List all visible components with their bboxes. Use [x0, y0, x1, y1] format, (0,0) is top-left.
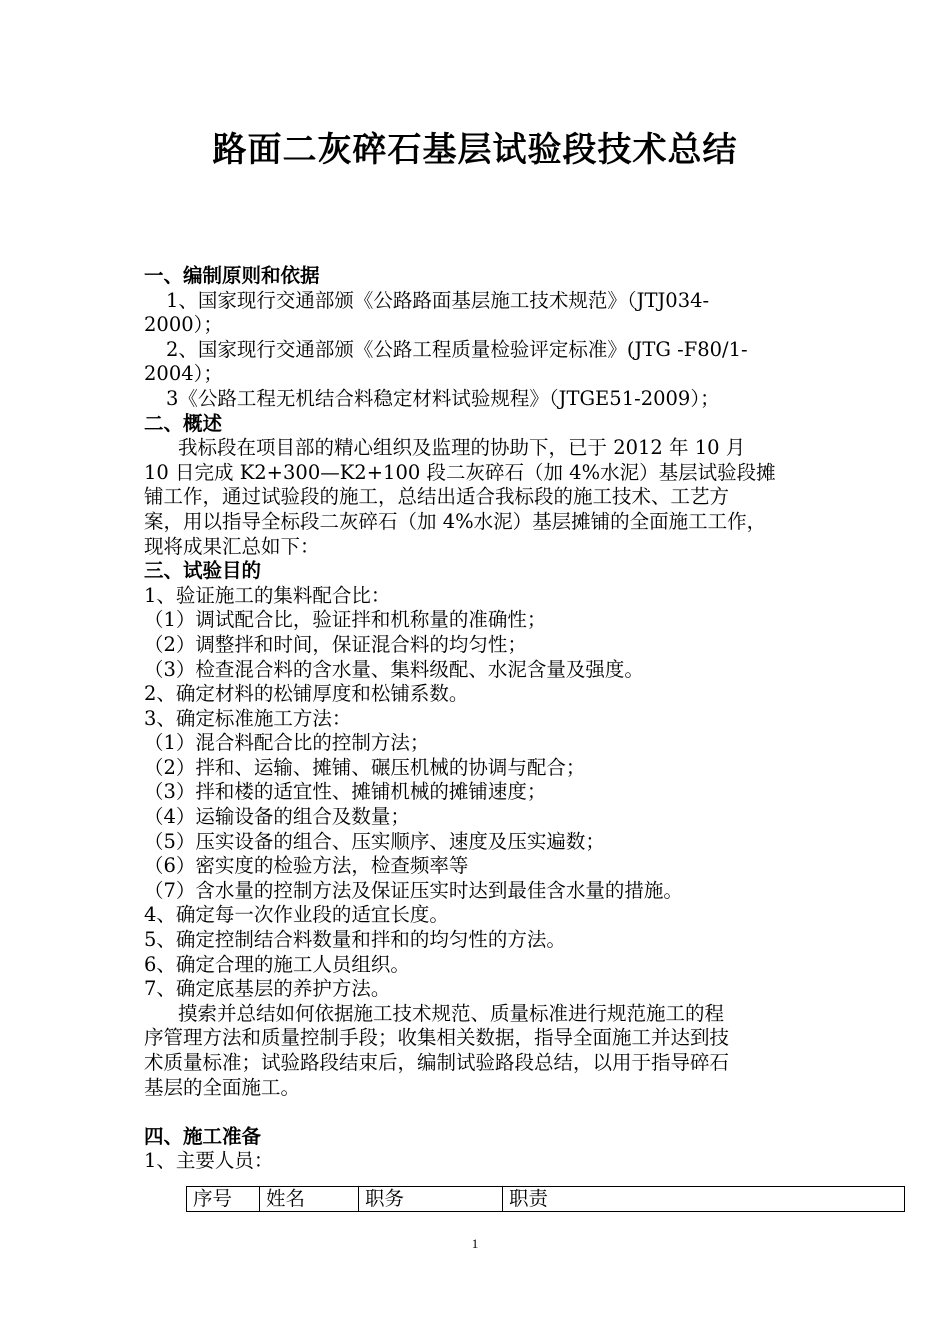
list-item: （1）混合料配合比的控制方法； — [144, 731, 430, 755]
document-body — [144, 264, 812, 1174]
list-item: （7）含水量的控制方法及保证压实时达到最佳含水量的措施。 — [144, 878, 683, 902]
paragraph-line: 我标段在项目部的精心组织及监理的协助下，已于 2012 年 10 月 — [178, 436, 746, 460]
paragraph-line: 1、国家现行交通部颁《公路路面基层施工技术规范》（JTJ034- — [166, 288, 710, 312]
list-item: 7、确定底基层的养护方法。 — [144, 977, 391, 1001]
paragraph-line: 序管理方法和质量控制手段；收集相关数据，指导全面施工并达到技 — [144, 1026, 730, 1050]
list-item: 1、主要人员： — [144, 1149, 274, 1173]
paragraph-line: 摸索并总结如何依据施工技术规范、质量标准进行规范施工的程 — [178, 1001, 725, 1025]
staff-table — [186, 1186, 905, 1212]
list-item: （2）调整拌和时间，保证混合料的均匀性； — [144, 632, 527, 656]
table-header-cell: 序号 — [187, 1187, 260, 1212]
paragraph-line: 术质量标准；试验路段结束后，编制试验路段总结，以用于指导碎石 — [144, 1051, 730, 1074]
paragraph-line: 案，用以指导全标段二灰碎石（加 4%水泥）基层摊铺的全面施工工作， — [144, 509, 767, 533]
list-item: 2、确定材料的松铺厚度和松铺系数。 — [144, 682, 469, 706]
list-item: 3、确定标准施工方法： — [144, 706, 352, 730]
list-item: 6、确定合理的施工人员组织。 — [144, 952, 410, 976]
section-heading-1: 一、编制原则和依据 — [144, 264, 320, 287]
table-header-row — [187, 1187, 905, 1212]
paragraph-line: 2、国家现行交通部颁《公路工程质量检验评定标准》(JTG -F80/1- — [166, 337, 748, 361]
paragraph-line: 基层的全面施工。 — [144, 1075, 301, 1099]
paragraph-line: 现将成果汇总如下： — [144, 534, 320, 558]
list-item: （2）拌和、运输、摊铺、碾压机械的协调与配合； — [144, 755, 586, 779]
section-heading-3: 三、试验目的 — [144, 559, 262, 583]
list-item: （6）密实度的检验方法，检查频率等 — [144, 854, 469, 878]
blank-line — [144, 1100, 812, 1125]
list-item: 1、验证施工的集料配合比： — [144, 583, 391, 607]
table-header-cell: 职责 — [503, 1187, 905, 1212]
section-heading-2: 二、概述 — [144, 411, 223, 435]
table-header-cell: 职务 — [359, 1187, 503, 1212]
list-item: （5）压实设备的组合、压实顺序、速度及压实遍数； — [144, 829, 605, 853]
table-header-cell: 姓名 — [260, 1187, 359, 1212]
paragraph-line: 3《公路工程无机结合料稳定材料试验规程》（JTGE51-2009）； — [166, 386, 720, 410]
list-item: （1）调试配合比，验证拌和机称量的准确性； — [144, 608, 547, 632]
page-number: 1 — [471, 1236, 479, 1251]
paragraph-line: 铺工作，通过试验段的施工，总结出适合我标段的施工技术、工艺方 — [144, 485, 730, 509]
paragraph-line: 2004）； — [144, 362, 223, 386]
paragraph-line: 10 日完成 K2+300—K2+100 段二灰碎石（加 4%水泥）基层试验段摊 — [144, 460, 776, 484]
section-heading-4: 四、施工准备 — [144, 1124, 262, 1148]
list-item: 4、确定每一次作业段的适宜长度。 — [144, 903, 449, 927]
list-item: （3）拌和楼的适宜性、摊铺机械的摊铺速度； — [144, 780, 547, 804]
list-item: 5、确定控制结合料数量和拌和的均匀性的方法。 — [144, 928, 566, 952]
list-item: （3）检查混合料的含水量、集料级配、水泥含量及强度。 — [144, 657, 644, 681]
list-item: （4）运输设备的组合及数量； — [144, 805, 410, 829]
document-title: 路面二灰碎石基层试验段技术总结 — [212, 130, 738, 170]
paragraph-line: 2000）； — [144, 313, 223, 337]
